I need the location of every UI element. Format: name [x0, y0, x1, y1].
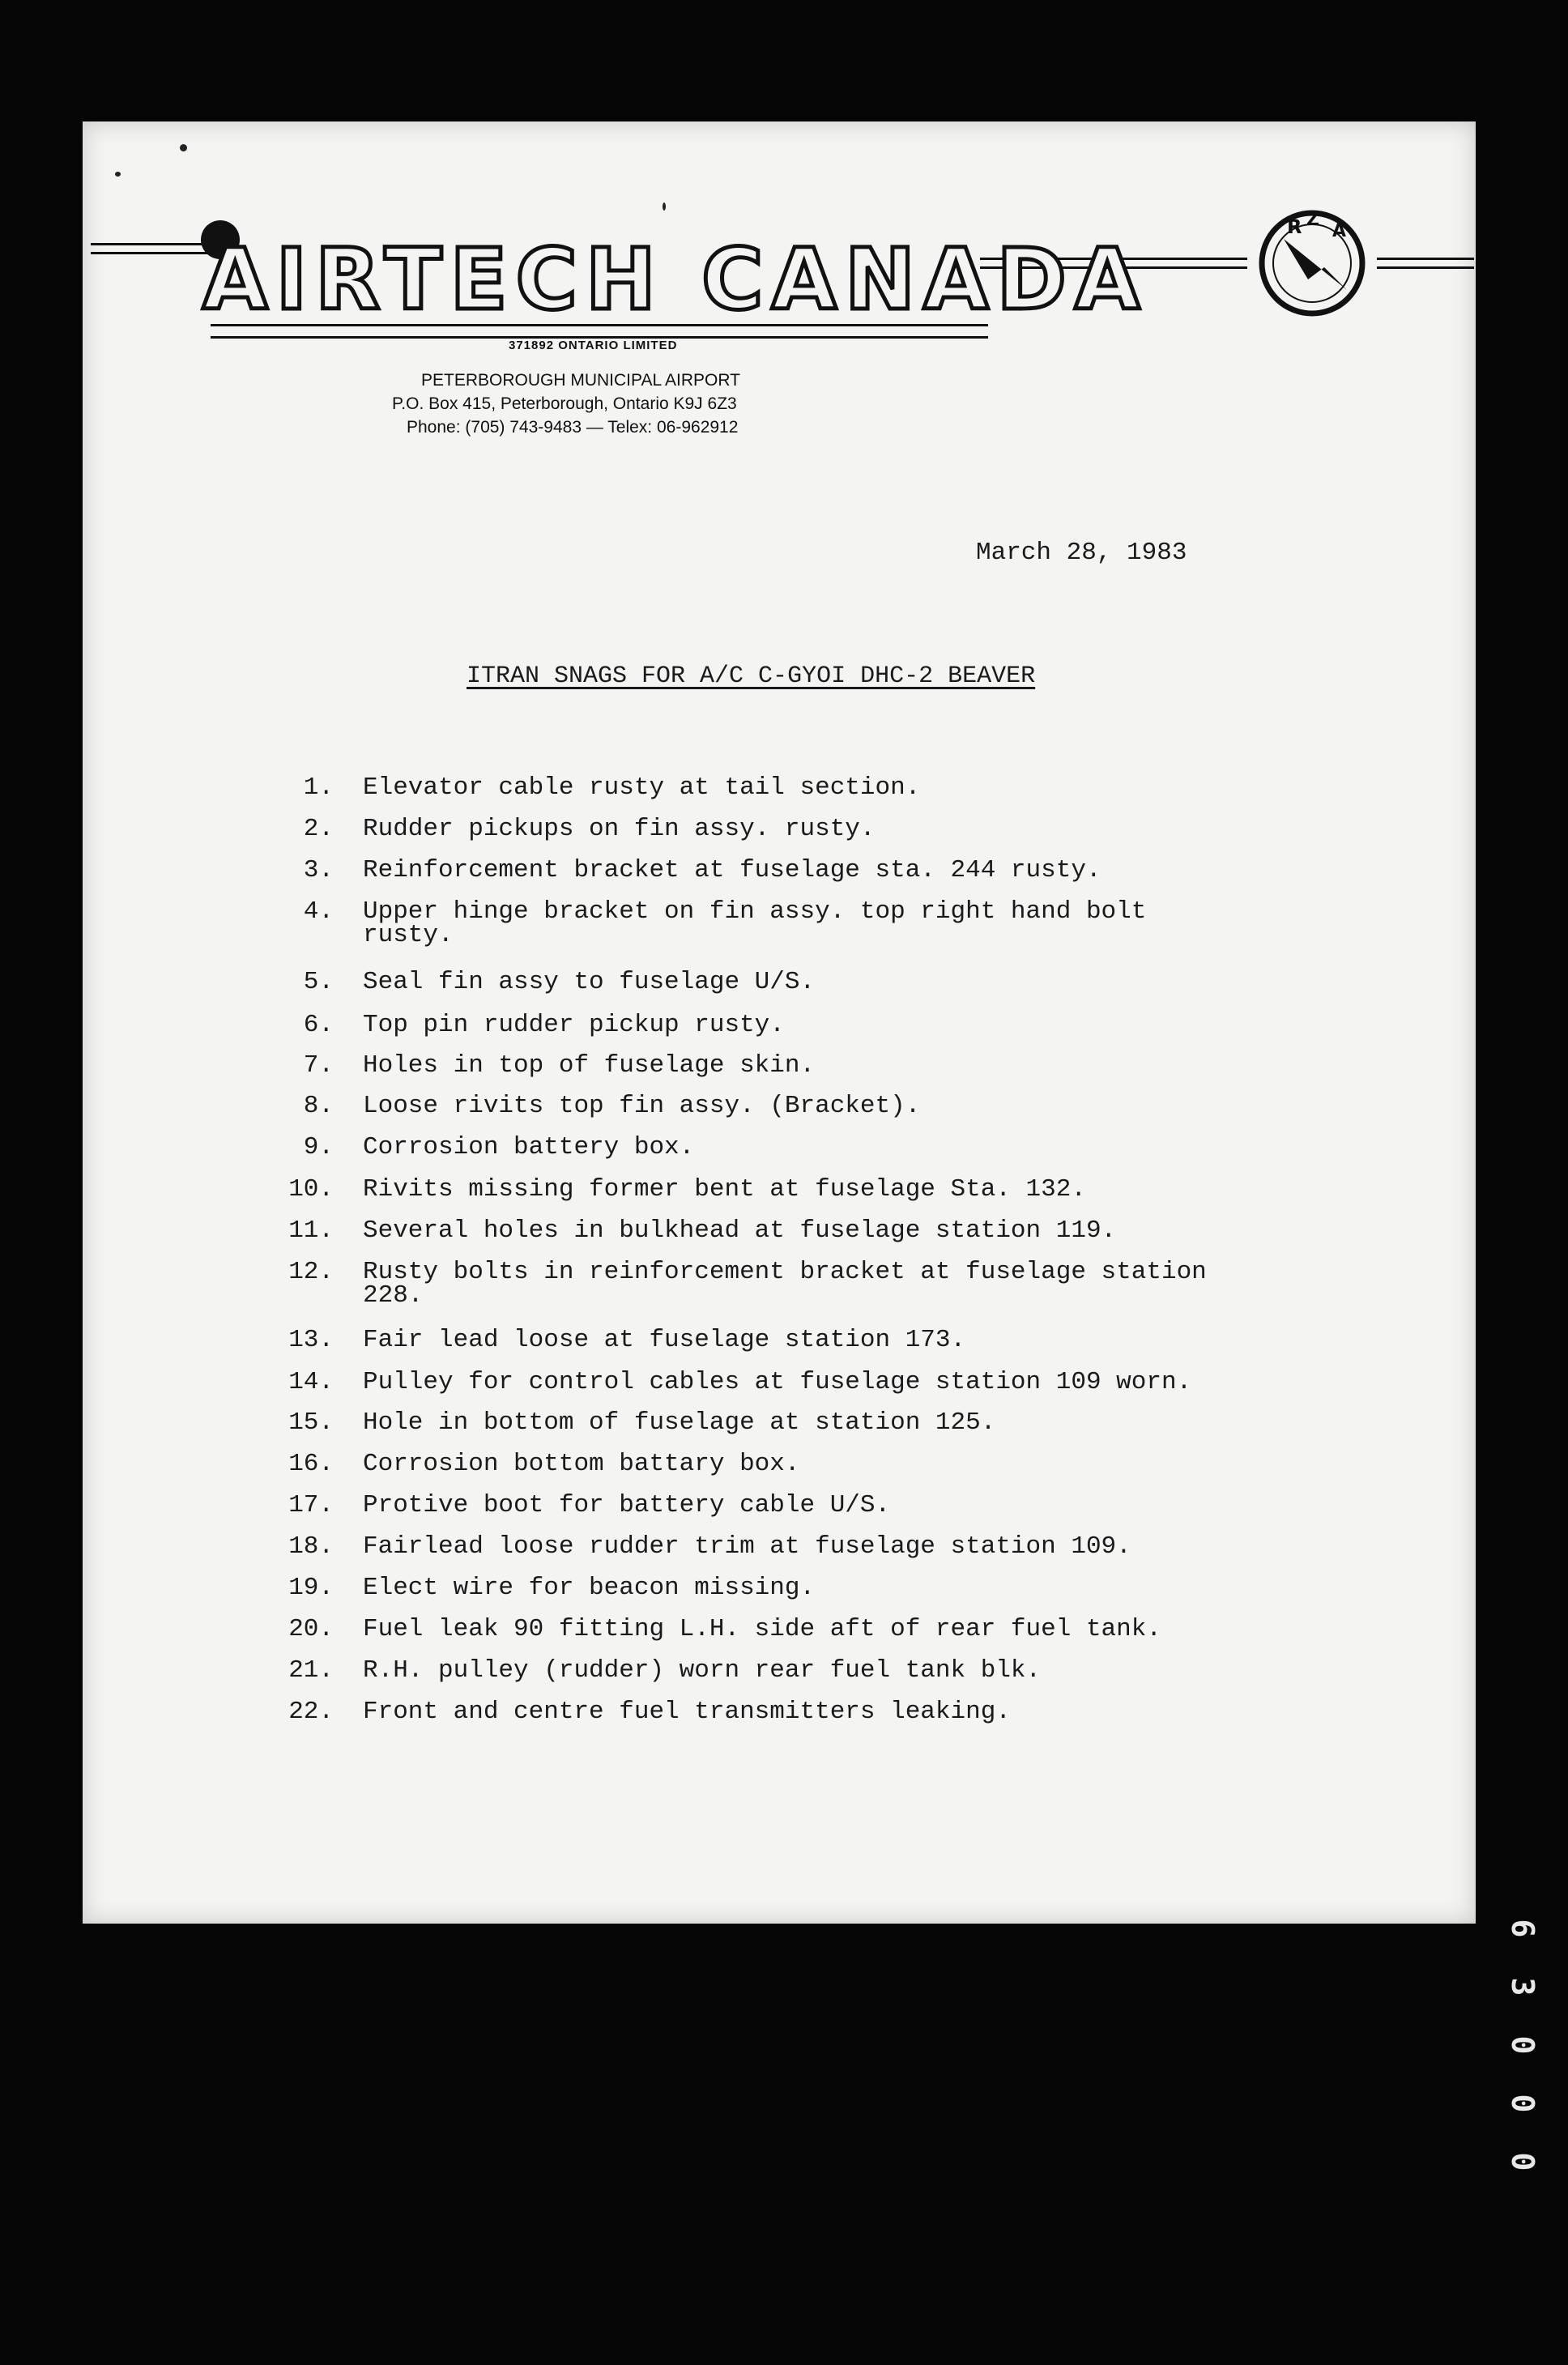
item-number: 10.: [288, 1175, 334, 1204]
item-number: 1.: [303, 773, 334, 802]
frame-digit: 0: [1505, 2035, 1540, 2055]
address-line-2: P.O. Box 415, Peterborough, Ontario K9J 6Z3: [392, 394, 737, 413]
item-number: 4.: [303, 897, 334, 926]
dust-speck: [663, 202, 666, 211]
item-text: Fairlead loose rudder trim at fuselage station 109.: [363, 1532, 1131, 1561]
item-number: 19.: [288, 1574, 334, 1602]
item-text: Elect wire for beacon missing.: [363, 1574, 816, 1602]
item-number: 3.: [303, 856, 334, 884]
frame-digit: 3: [1505, 1977, 1540, 1996]
frame-digit: 6: [1505, 1919, 1540, 1938]
item-text: Loose rivits top fin assy. (Bracket).: [363, 1092, 921, 1120]
company-logo: [202, 230, 1148, 344]
item-number: 20.: [288, 1615, 334, 1643]
company-subtitle: 371892 ONTARIO LIMITED: [509, 339, 678, 352]
item-text: Corrosion battery box.: [363, 1133, 695, 1161]
letterhead-rule-far-right: [1377, 258, 1474, 269]
item-text: Several holes in bulkhead at fuselage station 119.: [363, 1217, 1117, 1245]
item-text: Holes in top of fuselage skin.: [363, 1051, 816, 1080]
frame-number: [1498, 1899, 1547, 2191]
item-number: 21.: [288, 1656, 334, 1685]
item-number: 8.: [303, 1092, 334, 1120]
item-text: Front and centre fuel transmitters leaking.: [363, 1698, 1011, 1726]
item-text: Fair lead loose at fuselage station 173.: [363, 1326, 966, 1354]
item-text: Rudder pickups on fin assy. rusty.: [363, 815, 876, 843]
item-text: Corrosion bottom battary box.: [363, 1450, 800, 1478]
document-title: ITRAN SNAGS FOR A/C C-GYOI DHC-2 BEAVER: [467, 663, 1036, 690]
item-text: Reinforcement bracket at fuselage sta. 244 rusty.: [363, 856, 1101, 884]
item-number: 12.: [288, 1258, 334, 1286]
document-date: March 28, 1983: [976, 539, 1187, 567]
dust-speck: [180, 144, 187, 151]
item-text: Fuel leak 90 fitting L.H. side aft of rear fuel tank.: [363, 1615, 1161, 1643]
address-line-1: PETERBOROUGH MUNICIPAL AIRPORT: [421, 371, 741, 390]
company-name: AIRTECH CANADA: [202, 230, 1148, 329]
address-line-3: Phone: (705) 743-9483 — Telex: 06-962912: [407, 418, 739, 437]
item-text: Protive boot for battery cable U/S.: [363, 1491, 891, 1519]
item-number: 22.: [288, 1698, 334, 1726]
item-text: R.H. pulley (rudder) worn rear fuel tank blk.: [363, 1656, 1042, 1685]
item-number: 11.: [288, 1217, 334, 1245]
item-text: Rivits missing former bent at fuselage Sta. 132.: [363, 1175, 1086, 1204]
item-number: 7.: [303, 1051, 334, 1080]
item-number: 15.: [288, 1408, 334, 1437]
item-text: Upper hinge bracket on fin assy. top right hand bolt rusty.: [363, 897, 1147, 949]
item-text: Pulley for control cables at fuselage station 109 worn.: [363, 1368, 1192, 1396]
dust-speck: [115, 172, 121, 177]
emblem-letter: Z: [1306, 210, 1319, 230]
frame-digit: 0: [1505, 2094, 1540, 2113]
item-text: Elevator cable rusty at tail section.: [363, 773, 921, 802]
item-number: 17.: [288, 1491, 334, 1519]
item-number: 5.: [303, 968, 334, 996]
item-text: Seal fin assy to fuselage U/S.: [363, 968, 816, 996]
frame-digit: 0: [1505, 2152, 1540, 2171]
item-number: 13.: [288, 1326, 334, 1354]
logo-underbar: [211, 324, 988, 339]
item-text: Hole in bottom of fuselage at station 125.: [363, 1408, 996, 1437]
item-text: Top pin rudder pickup rusty.: [363, 1011, 785, 1039]
item-number: 6.: [303, 1011, 334, 1039]
emblem-letter: R: [1287, 215, 1302, 238]
item-number: 16.: [288, 1450, 334, 1478]
compass-emblem: [1251, 202, 1373, 324]
item-text: Rusty bolts in reinforcement bracket at fuselage station 228.: [363, 1258, 1207, 1310]
item-number: 9.: [303, 1133, 334, 1161]
emblem-letter: A: [1332, 221, 1347, 241]
item-number: 14.: [288, 1368, 334, 1396]
item-number: 18.: [288, 1532, 334, 1561]
item-number: 2.: [303, 815, 334, 843]
